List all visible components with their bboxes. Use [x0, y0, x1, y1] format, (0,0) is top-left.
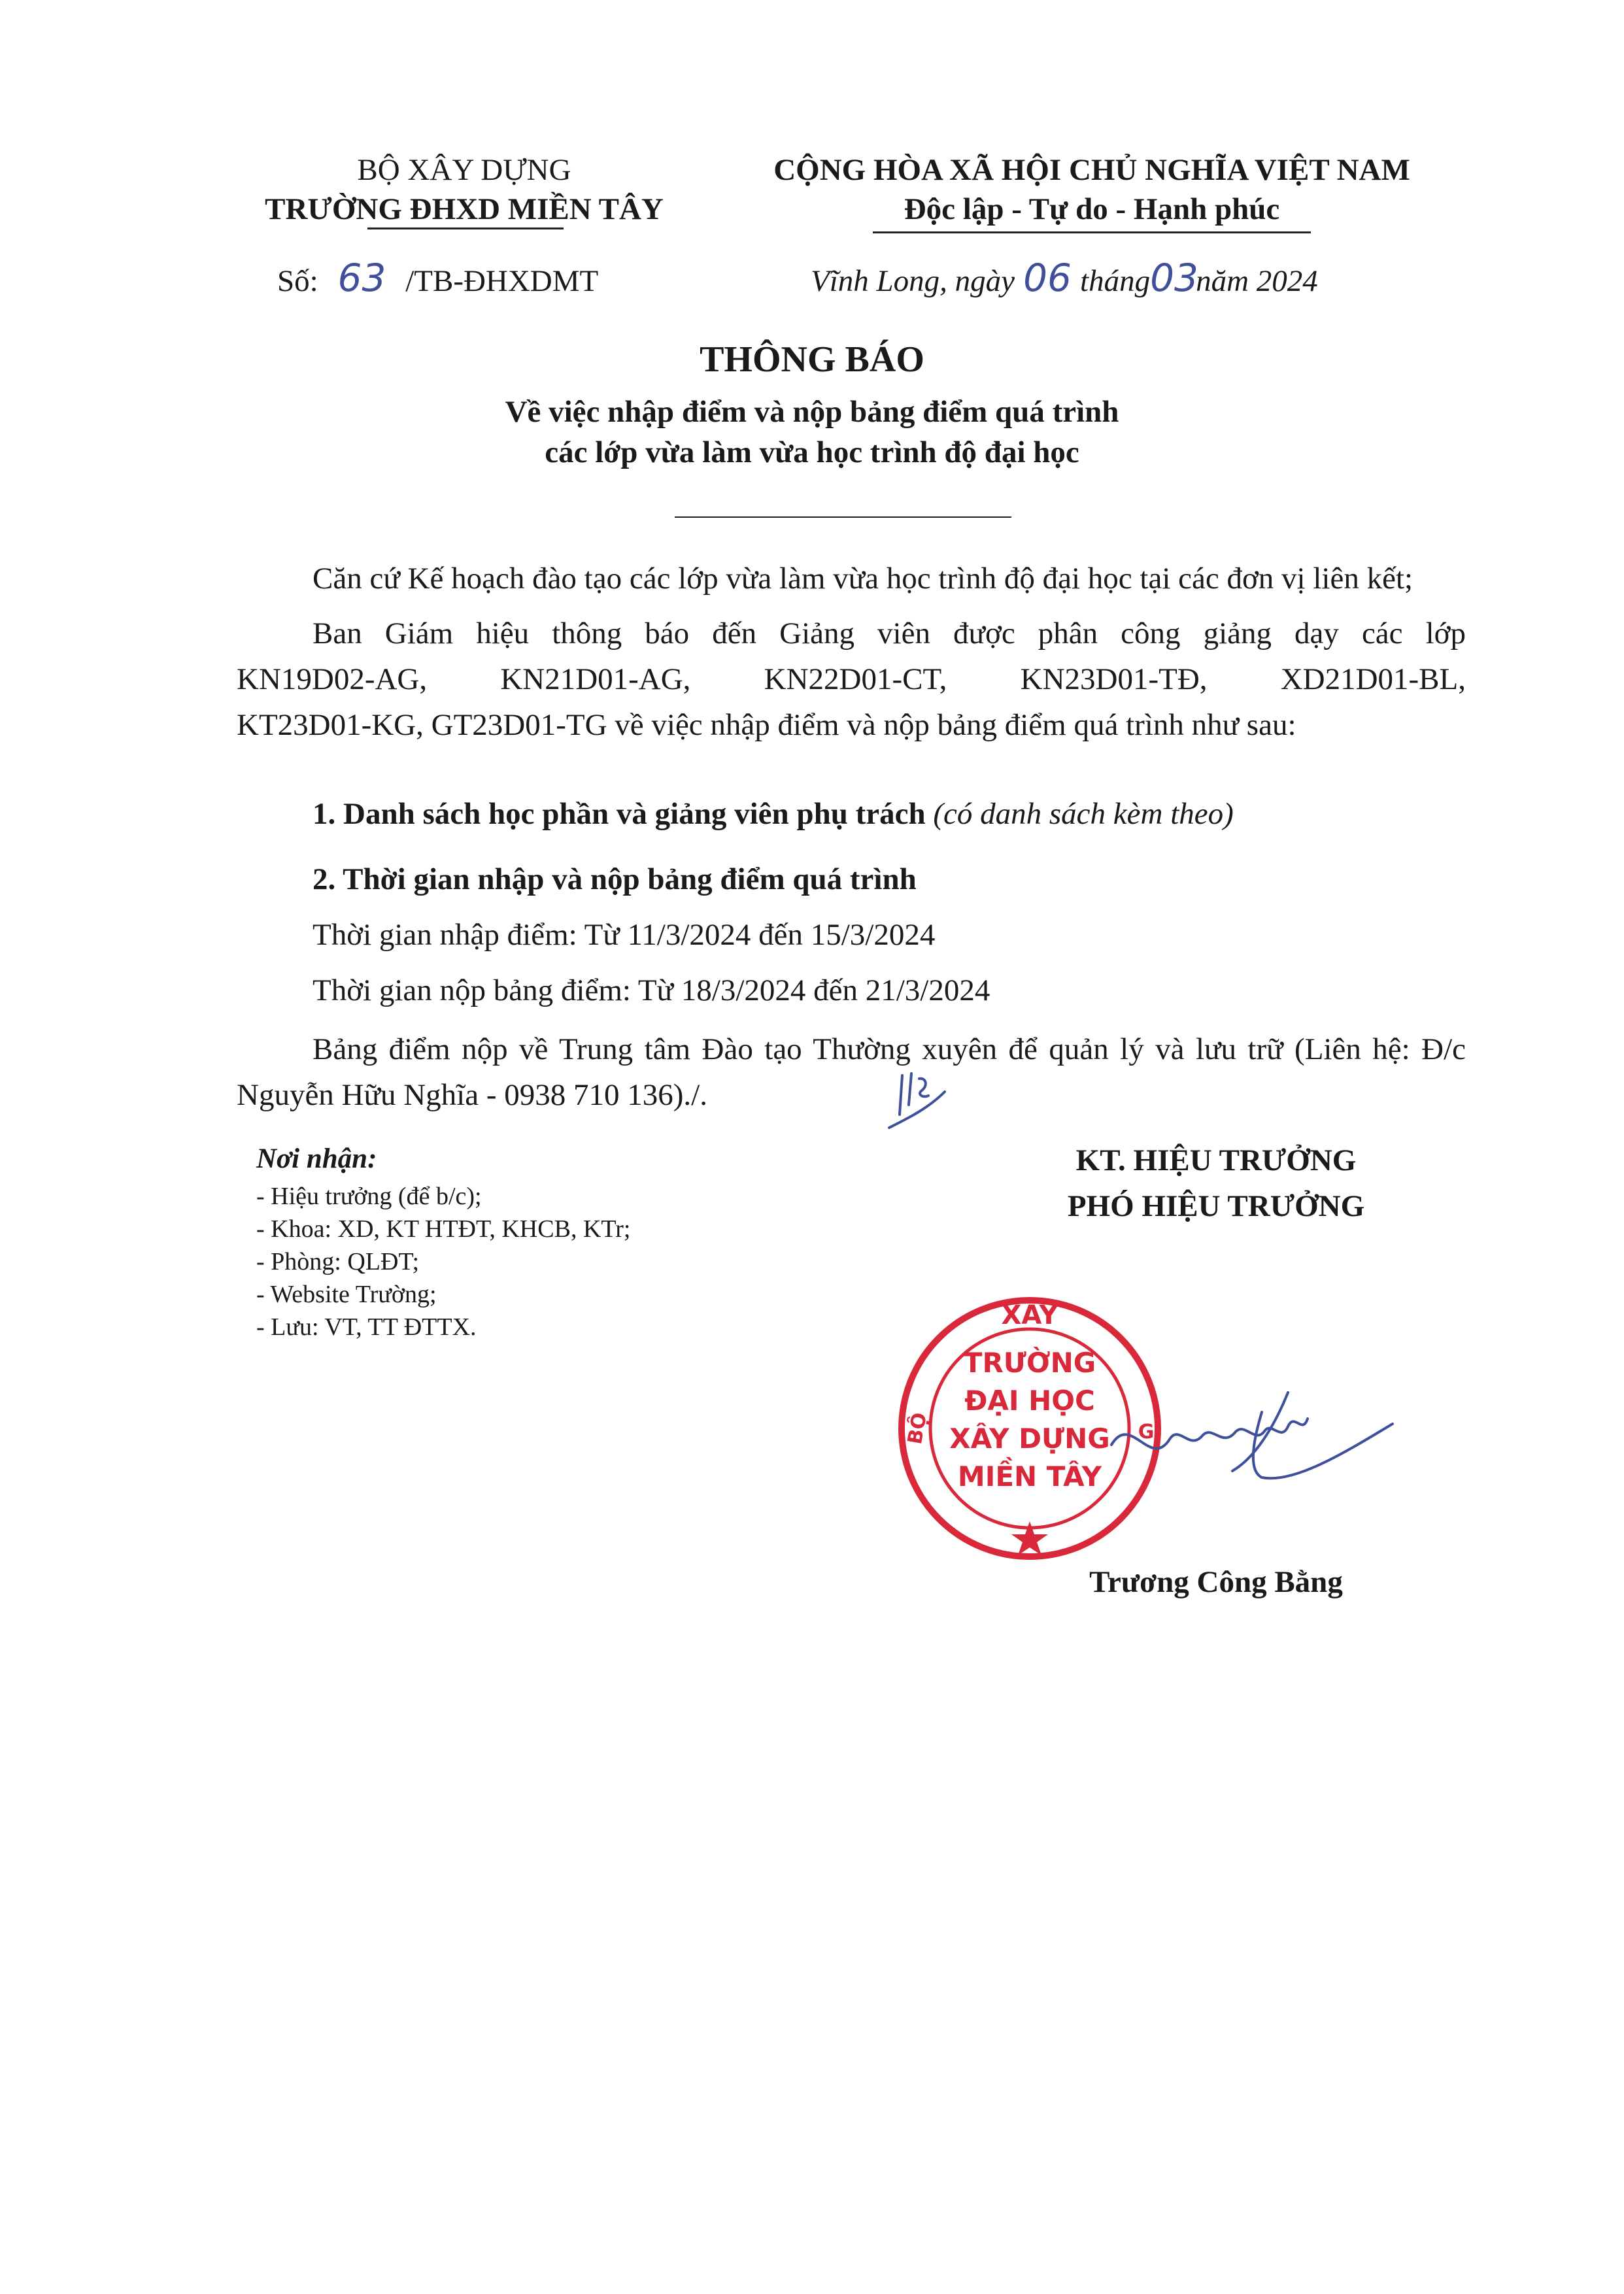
motto-underline — [873, 231, 1311, 233]
month-word: tháng — [1080, 264, 1151, 298]
header-right — [745, 150, 1438, 229]
paragraph-announcement-line1: Ban Giám hiệu thông báo đến Giảng viên được phân công giảng dạy các lớp — [313, 616, 1466, 650]
title-block — [0, 337, 1624, 473]
section-2-heading: 2. Thời gian nhập và nộp bảng điểm quá trình — [313, 862, 917, 896]
country-name: CỘNG HÒA XÃ HỘI CHỦ NGHĨA VIỆT NAM — [773, 153, 1410, 187]
stamp-arc-top: XÂY — [1001, 1300, 1058, 1330]
signature-line1: KT. HIỆU TRƯỞNG — [1075, 1143, 1357, 1177]
recipients-block — [256, 1141, 792, 1343]
section-1 — [313, 791, 1234, 837]
initial-mark-icon — [883, 1066, 955, 1138]
date-place: Vĩnh Long, ngày — [811, 264, 1015, 298]
stamp-line3: XÂY DỰNG — [949, 1423, 1110, 1455]
section-1-note: (có danh sách kèm theo) — [933, 797, 1234, 831]
time-enter-scores: Thời gian nhập điểm: Từ 11/3/2024 đến 15/3/2024 — [313, 918, 936, 952]
section-1-heading: 1. Danh sách học phần và giảng viên phụ trách — [313, 797, 926, 831]
day-handwritten: 06 — [1023, 256, 1072, 300]
national-motto: Độc lập - Tự do - Hạnh phúc — [904, 192, 1280, 226]
school-name: TRƯỜNG ĐHXD MIỀN TÂY — [265, 192, 664, 226]
signer-name: Trương Công Bằng — [1089, 1565, 1343, 1599]
contact-paragraph — [237, 1026, 1466, 1118]
recipient-item: - Website Trường; — [256, 1281, 437, 1308]
recipient-item: - Lưu: VT, TT ĐTTX. — [256, 1313, 477, 1341]
time-submit-scores: Thời gian nộp bảng điểm: Từ 18/3/2024 đến 21/3/2024 — [313, 973, 990, 1007]
document-number — [277, 258, 598, 301]
stamp-left-letters: BỘ — [904, 1411, 932, 1446]
notice-title: THÔNG BÁO — [700, 339, 924, 380]
paragraph-announcement-line2: KN19D02-AG, KN21D01-AG, KN22D01-CT, KN23D01-TĐ, XD21D01-BL, — [237, 662, 1466, 696]
handwritten-signature-icon — [1098, 1373, 1406, 1504]
stamp-line2: ĐẠI HỌC — [964, 1385, 1095, 1417]
year-part: năm 2024 — [1196, 264, 1318, 298]
recipient-item: - Phòng: QLĐT; — [256, 1248, 420, 1275]
date-line — [811, 258, 1318, 301]
recipients-title: Nơi nhận: — [256, 1143, 377, 1174]
header-left — [248, 150, 680, 229]
stamp-line1: TRƯỜNG — [963, 1347, 1096, 1379]
notice-subject-line1: Về việc nhập điểm và nộp bảng điểm quá trình — [505, 395, 1119, 429]
recipient-item: - Khoa: XD, KT HTĐT, KHCB, KTr; — [256, 1215, 631, 1243]
recipient-item: - Hiệu trưởng (để b/c); — [256, 1183, 482, 1210]
ministry-name: BỘ XÂY DỰNG — [357, 153, 571, 187]
title-divider — [675, 516, 1011, 518]
stamp-right-letter: G — [1138, 1421, 1155, 1443]
paragraph-announcement-line3: KT23D01-KG, GT23D01-TG về việc nhập điểm và nộp bảng điểm quá trình như sau: — [237, 708, 1296, 742]
notice-subject-line2: các lớp vừa làm vừa học trình độ đại học — [545, 435, 1079, 469]
number-handwritten: 63 — [337, 256, 386, 300]
number-suffix: /TB-ĐHXDMT — [405, 264, 599, 298]
header-left-underline — [367, 228, 564, 229]
signature-title — [981, 1138, 1451, 1229]
signature-line2: PHÓ HIỆU TRƯỞNG — [1067, 1189, 1365, 1223]
month-handwritten: 03 — [1150, 256, 1198, 300]
stamp-line4: MIỀN TÂY — [957, 1460, 1102, 1493]
paragraph-contact: Bảng điểm nộp về Trung tâm Đào tạo Thường xuyên để quản lý và lưu trữ (Liên hệ: Đ/c Nguyễn Hữu Nghĩa - 0938 710 136)./. — [237, 1032, 1466, 1112]
body-text — [237, 556, 1466, 748]
paragraph-basis: Căn cứ Kế hoạch đào tạo các lớp vừa làm vừa học trình độ đại học tại các đơn vị liên kết; — [313, 562, 1413, 596]
recipients-list — [256, 1180, 792, 1343]
number-prefix: Số: — [277, 264, 318, 298]
